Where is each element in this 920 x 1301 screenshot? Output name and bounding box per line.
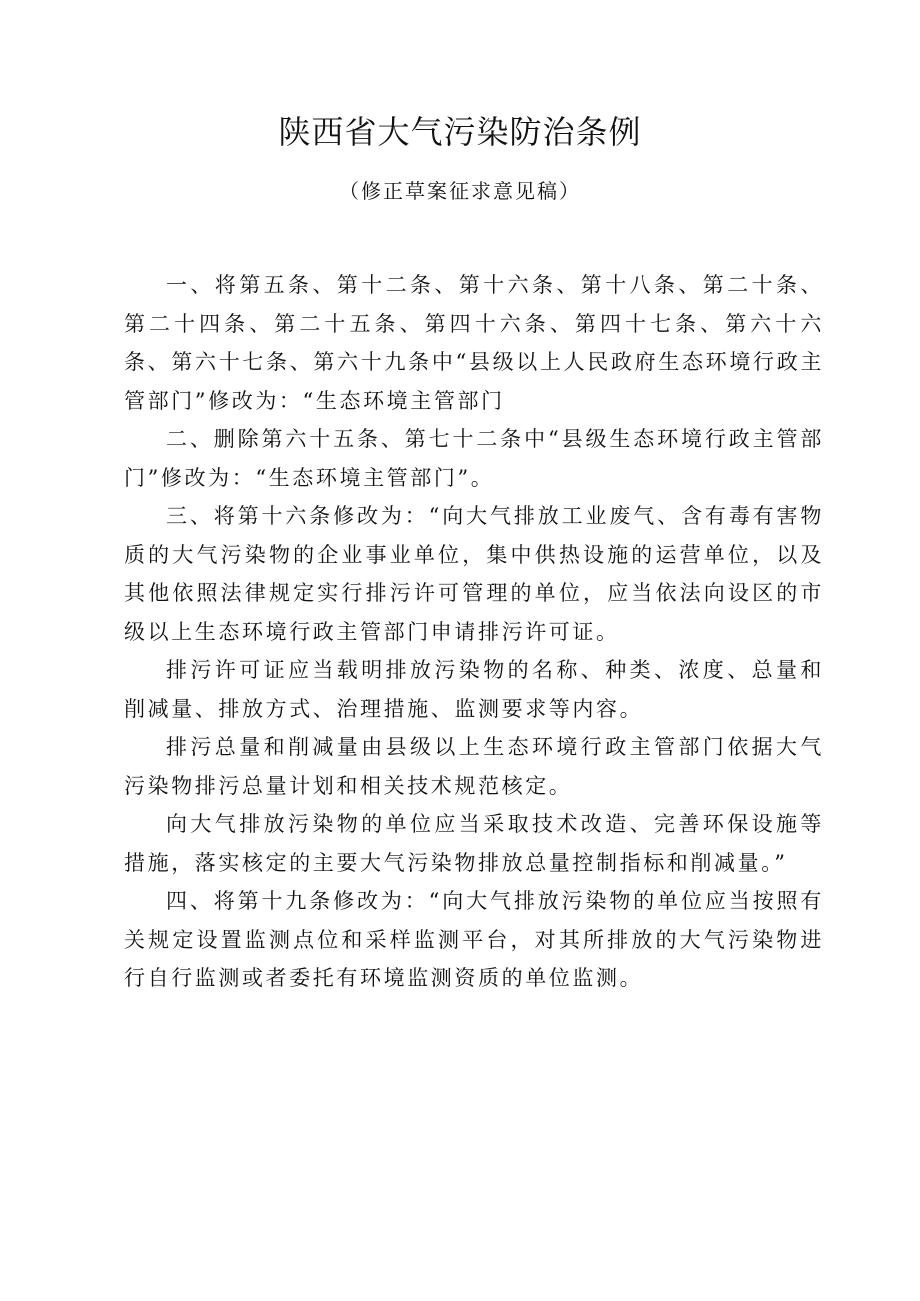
paragraph-7: 四、将第十九条修改为：“向大气排放污染物的单位应当按照有关规定设置监测点位和采样监测平台，对其所排放的大气污染物进行自行监测或者委托有环境监测资质的单位监测。 bbox=[124, 889, 824, 990]
paragraph-4: 排污许可证应当载明排放污染物的名称、种类、浓度、总量和削减量、排放方式、治理措施、监测要求等内容。 bbox=[124, 658, 824, 721]
paragraph-5: 排污总量和削减量由县级以上生态环境行政主管部门依据大气污染物排污总量计划和相关技术规范核定。 bbox=[124, 735, 824, 798]
paragraph-3: 三、将第十六条修改为：“向大气排放工业废气、含有毒有害物质的大气污染物的企业事业单位，集中供热设施的运营单位，以及其他依照法律规定实行排污许可管理的单位，应当依法向设区的市级以上生态环境行政主管部门申请排污许可证。 bbox=[124, 504, 824, 644]
document-body bbox=[124, 266, 824, 998]
paragraph-2: 二、删除第六十五条、第七十二条中“县级生态环境行政主管部门”修改为：“生态环境主管部门”。 bbox=[124, 427, 824, 490]
paragraph-6: 向大气排放污染物的单位应当采取技术改造、完善环保设施等措施，落实核定的主要大气污染物排放总量控制指标和削减量。” bbox=[124, 812, 824, 875]
paragraph-1: 一、将第五条、第十二条、第十六条、第十八条、第二十条、第二十四条、第二十五条、第四十六条、第四十七条、第六十六条、第六十七条、第六十九条中“县级以上人民政府生态环境行政主管部门”修改为：“生态环境主管部门 bbox=[124, 273, 824, 413]
document-title: 陕西省大气污染防治条例 bbox=[278, 113, 642, 151]
document-subtitle: （修正草案征求意见稿） bbox=[339, 179, 581, 203]
